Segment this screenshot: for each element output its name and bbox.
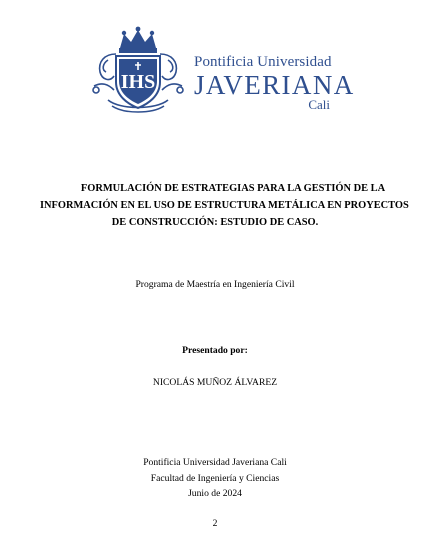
document-date: Junio de 2024 [188,488,242,499]
author-name: NICOLÁS MUÑOZ ÁLVAREZ [152,377,278,388]
institution-university: Pontificia Universidad Javeriana Cali [143,457,287,468]
presented-by-label: Presentado por: [182,345,248,356]
logo-line-javeriana: JAVERIANA [194,70,355,100]
logo-wordmark [194,54,355,112]
logo-line-pontificia: Pontificia Universidad [194,54,332,70]
university-seal-icon [90,24,186,116]
title-line-3: DE CONSTRUCCIÓN: ESTUDIO DE CASO. [111,217,319,228]
title-line-1: FORMULACIÓN DE ESTRATEGIAS PARA LA GESTIÓN DE LA [80,183,386,194]
title-line-2: INFORMACIÓN EN EL USO DE ESTRUCTURA METÁLICA EN PROYECTOS [40,200,409,211]
seal-monogram: IHS [120,71,156,93]
logo-line-cali: Cali [308,97,330,112]
program-name: Programa de Maestría en Ingeniería Civil [135,279,295,290]
institution-block [0,455,430,502]
document-title [40,180,409,231]
institution-faculty: Facultad de Ingeniería y Ciencias [150,472,280,484]
page-number: 2 [212,518,218,529]
university-logo [90,24,355,116]
